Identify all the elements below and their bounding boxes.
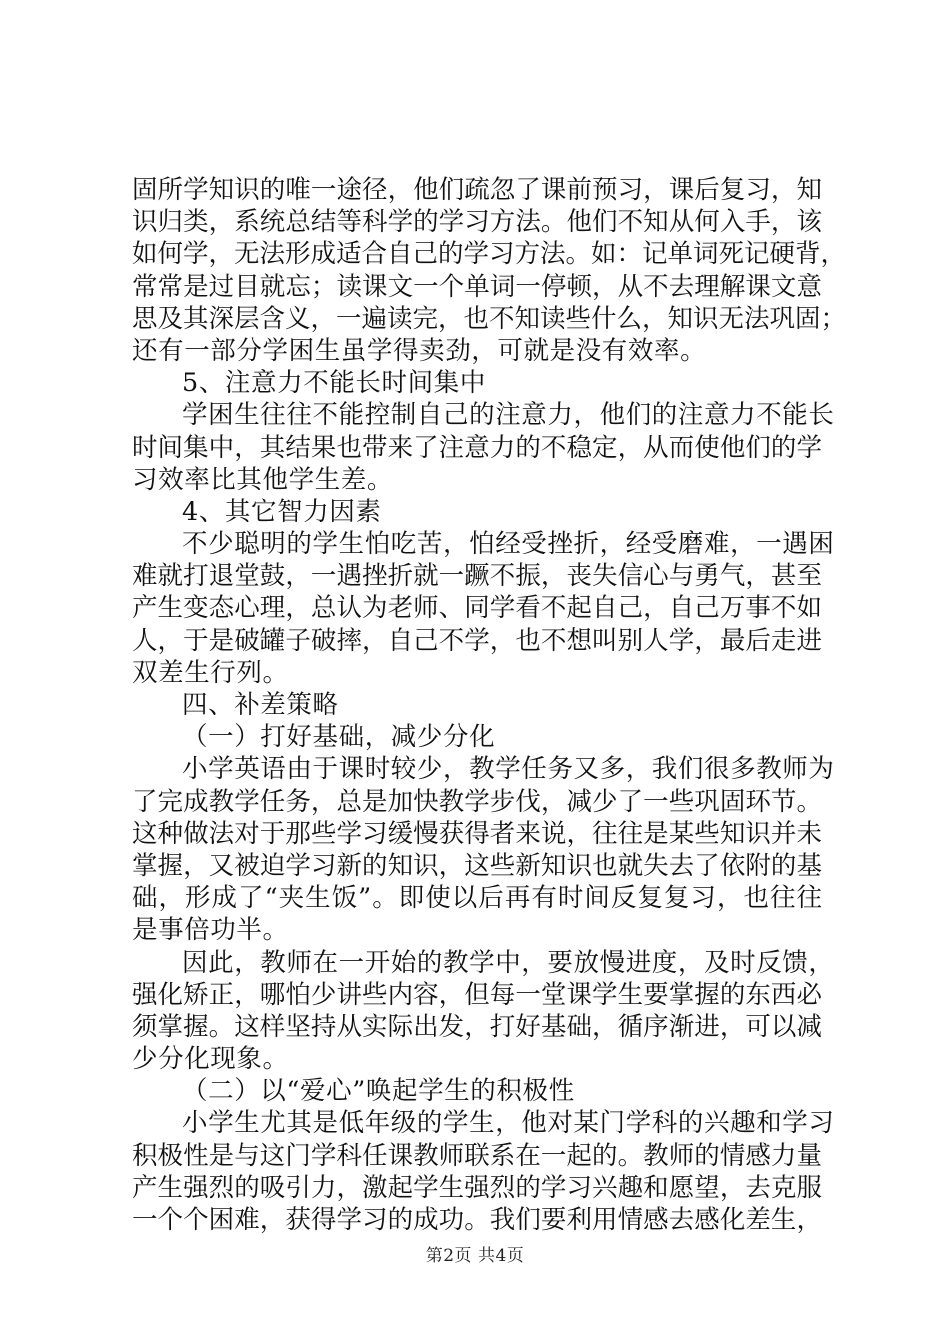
text-line: 5、注意力不能长时间集中: [182, 368, 486, 399]
text-line: 思及其深层含义，一遍读完，也不知读些什么，知识无法巩固；: [132, 303, 847, 334]
text-line: 一个个困难，获得学习的成功。我们要利用情感去感化差生，: [132, 1205, 822, 1235]
text-line: 固所学知识的唯一途径，他们疏忽了课前预习，课后复习，知: [132, 175, 822, 205]
text-line: 难就打退堂鼓，一遇挫折就一蹶不振，丧失信心与勇气，甚至: [132, 561, 822, 592]
text-line: 时间集中，其结果也带来了注意力的不稳定，从而使他们的学: [132, 432, 822, 463]
text-line: 小学英语由于课时较少，教学任务又多，我们很多教师为: [182, 754, 835, 785]
text-line: 少分化现象。: [132, 1044, 289, 1075]
text-line: 掌握，又被迫学习新的知识，这些新知识也就失去了依附的基: [132, 850, 822, 881]
text-line: 4、其它智力因素: [182, 496, 382, 527]
text-line: 积极性是与这门学科任课教师联系在一起的。教师的情感力量: [132, 1140, 822, 1171]
text-line: 须掌握。这样坚持从实际出发，打好基础，循序渐进，可以减: [132, 1011, 822, 1042]
text-line: 还有一部分学困生虽学得卖劲，可就是没有效率。: [132, 335, 707, 366]
text-line: 因此，教师在一开始的教学中，要放慢进度，及时反馈，: [182, 947, 835, 978]
text-line: 习效率比其他学生差。: [132, 464, 394, 495]
text-line: 双差生行列。: [132, 657, 289, 688]
text-line: 础，形成了“夹生饭”。即使以后再有时间反复复习，也往往: [132, 883, 822, 914]
document-body: [132, 174, 847, 1236]
text-line: 如何学，无法形成适合自己的学习方法。如：记单词死记硬背，: [132, 239, 847, 270]
text-line: 人，于是破罐子破摔，自己不学，也不想叫别人学，最后走进: [132, 625, 822, 656]
text-line: 了完成教学任务，总是加快教学步伐，减少了一些巩固环节。: [132, 786, 822, 817]
page-footer: 第2页 共4页: [425, 1246, 525, 1266]
text-line: 学困生往往不能控制自己的注意力，他们的注意力不能长: [182, 400, 835, 431]
text-line: 产生强烈的吸引力，激起学生强烈的学习兴趣和愿望，去克服: [132, 1172, 822, 1203]
text-line: 是事倍功半。: [132, 915, 289, 946]
text-line: 强化矫正，哪怕少讲些内容，但每一堂课学生要掌握的东西必: [132, 979, 822, 1010]
text-line: 四、补差策略: [182, 690, 339, 720]
text-line: 小学生尤其是低年级的学生，他对某门学科的兴趣和学习: [182, 1108, 835, 1139]
text-line: （一）打好基础，减少分化: [182, 722, 496, 753]
text-line: 常常是过目就忘；读课文一个单词一停顿，从不去理解课文意: [132, 271, 822, 302]
text-line: 这种做法对于那些学习缓慢获得者来说，往往是某些知识并未: [132, 818, 822, 849]
text-line: 产生变态心理，总认为老师、同学看不起自己，自己万事不如: [132, 593, 822, 624]
text-line: 识归类，系统总结等科学的学习方法。他们不知从何入手，该: [132, 207, 822, 238]
text-line: 不少聪明的学生怕吃苦，怕经受挫折，经受磨难，一遇困: [182, 529, 835, 560]
text-line: （二）以“爱心”唤起学生的积极性: [182, 1076, 575, 1107]
